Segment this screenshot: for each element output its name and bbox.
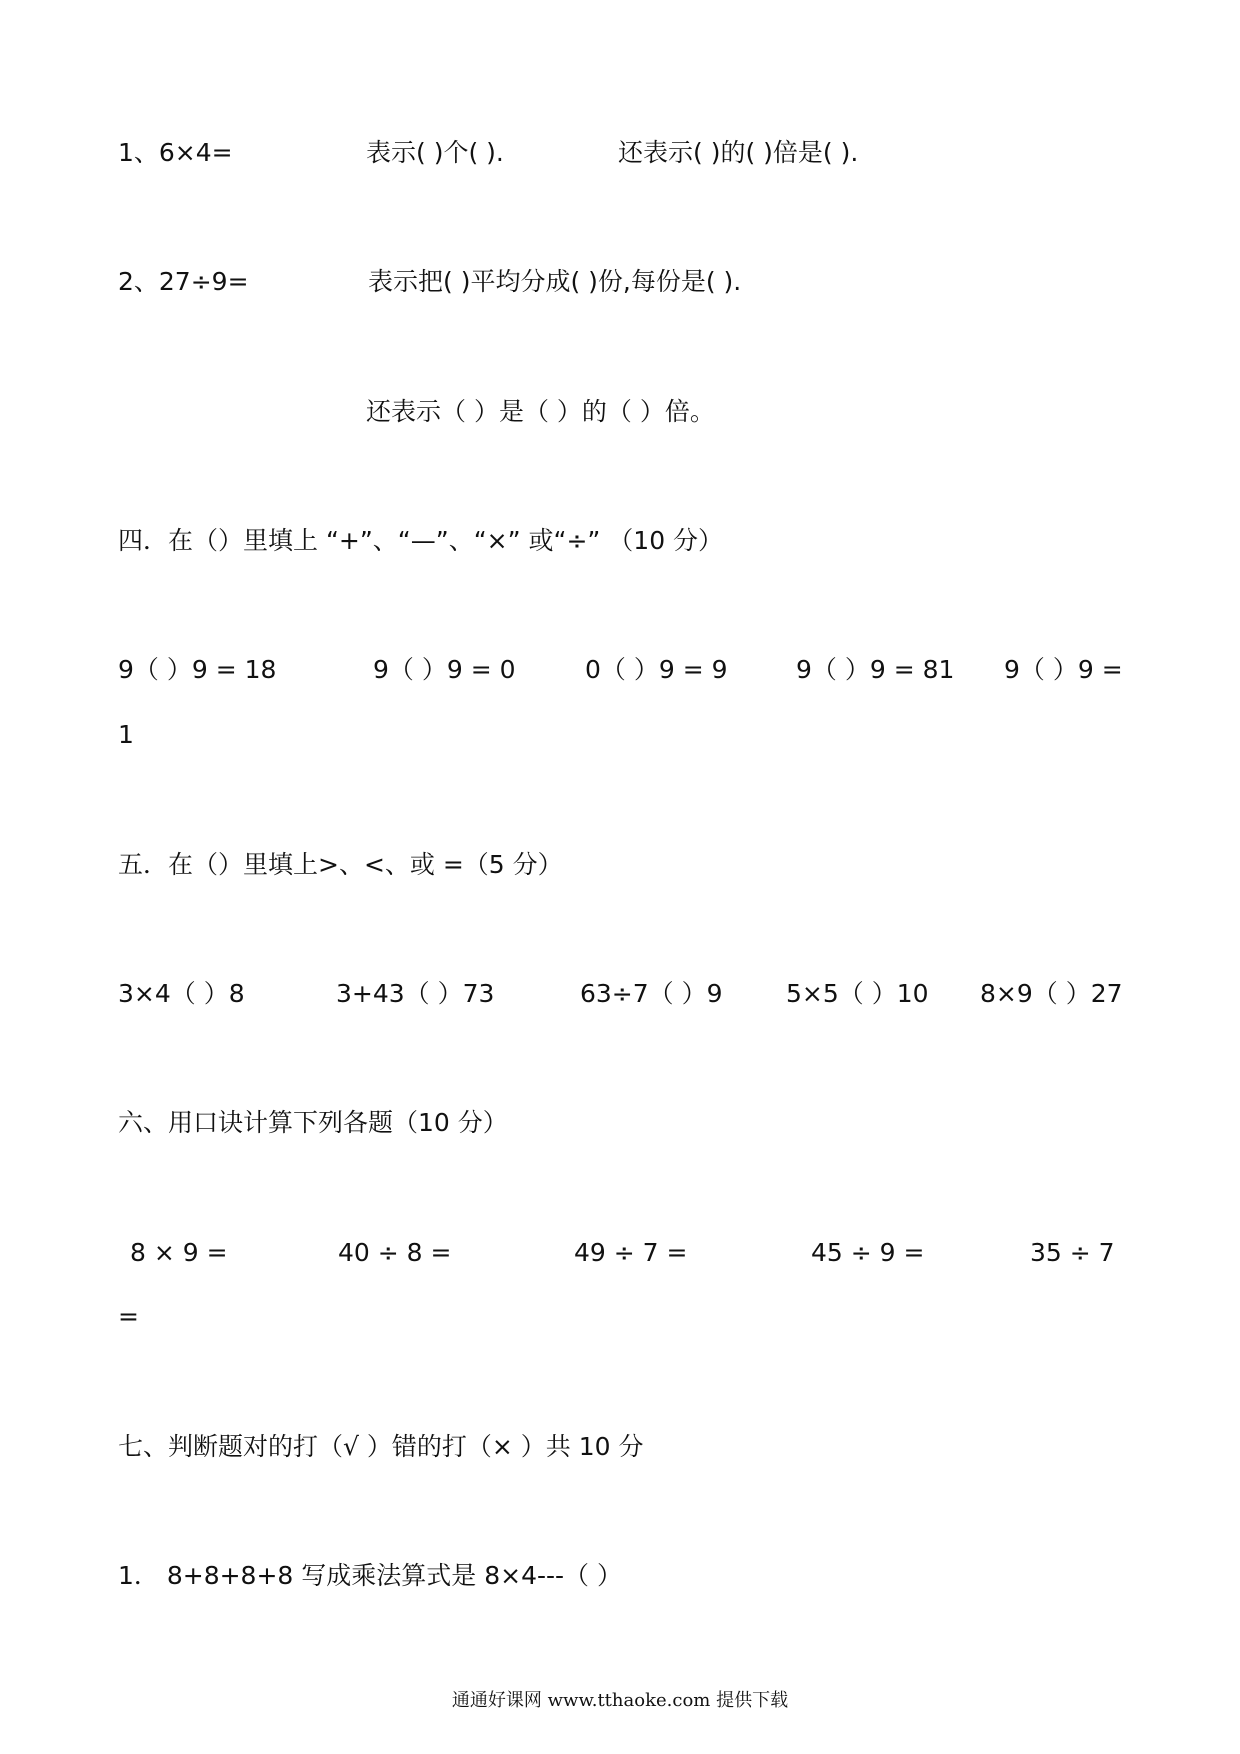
s4-item-5: 9（ ）9 = — [1004, 655, 1123, 684]
s5-item-4: 5×5（ ）10 — [786, 979, 929, 1008]
section-5-heading: 五．在（）里填上>、<、或 =（5 分） — [118, 850, 563, 879]
q2-meaning: 表示把( )平均分成( )份,每份是( ). — [368, 267, 742, 296]
s6-item-2: 40 ÷ 8 = — [338, 1238, 452, 1267]
s6-item-1: 8 × 9 = — [130, 1238, 228, 1267]
q1-meaning: 表示( )个( ). — [366, 138, 504, 167]
q2-expression: 2、27÷9= — [118, 267, 249, 296]
s6-item-5: 35 ÷ 7 — [1030, 1238, 1115, 1267]
s4-item-1: 9（ ）9 = 18 — [118, 655, 277, 684]
section-7-heading: 七、判断题对的打（√ ）错的打（× ）共 10 分 — [118, 1432, 644, 1461]
s6-item-4: 45 ÷ 9 = — [811, 1238, 925, 1267]
section-4-heading: 四．在（）里填上 “+”、“—”、“×” 或“÷” （10 分） — [118, 526, 724, 555]
s4-wrap: 1 — [118, 720, 134, 749]
section-6-heading: 六、用口诀计算下列各题（10 分） — [118, 1108, 508, 1137]
q1-meaning-2: 还表示( )的( )倍是( ). — [618, 138, 859, 167]
s4-item-2: 9（ ）9 = 0 — [373, 655, 516, 684]
s4-item-3: 0（ ）9 = 9 — [585, 655, 728, 684]
s5-item-1: 3×4（ ）8 — [118, 979, 245, 1008]
footer-watermark: 通通好课网 www.tthaoke.com 提供下载 — [451, 1690, 789, 1711]
q1-expression: 1、6×4= — [118, 138, 233, 167]
s5-item-3: 63÷7（ ）9 — [580, 979, 723, 1008]
q2-meaning-2: 还表示（ ）是（ ）的（ ）倍。 — [366, 397, 715, 426]
s5-item-2: 3+43（ ）73 — [336, 979, 495, 1008]
s6-item-3: 49 ÷ 7 = — [574, 1238, 688, 1267]
s6-wrap: = — [118, 1302, 139, 1331]
s7-item-1: 1． 8+8+8+8 写成乘法算式是 8×4---（ ） — [118, 1561, 622, 1590]
s5-item-5: 8×9（ ）27 — [980, 979, 1123, 1008]
s4-item-4: 9（ ）9 = 81 — [796, 655, 955, 684]
